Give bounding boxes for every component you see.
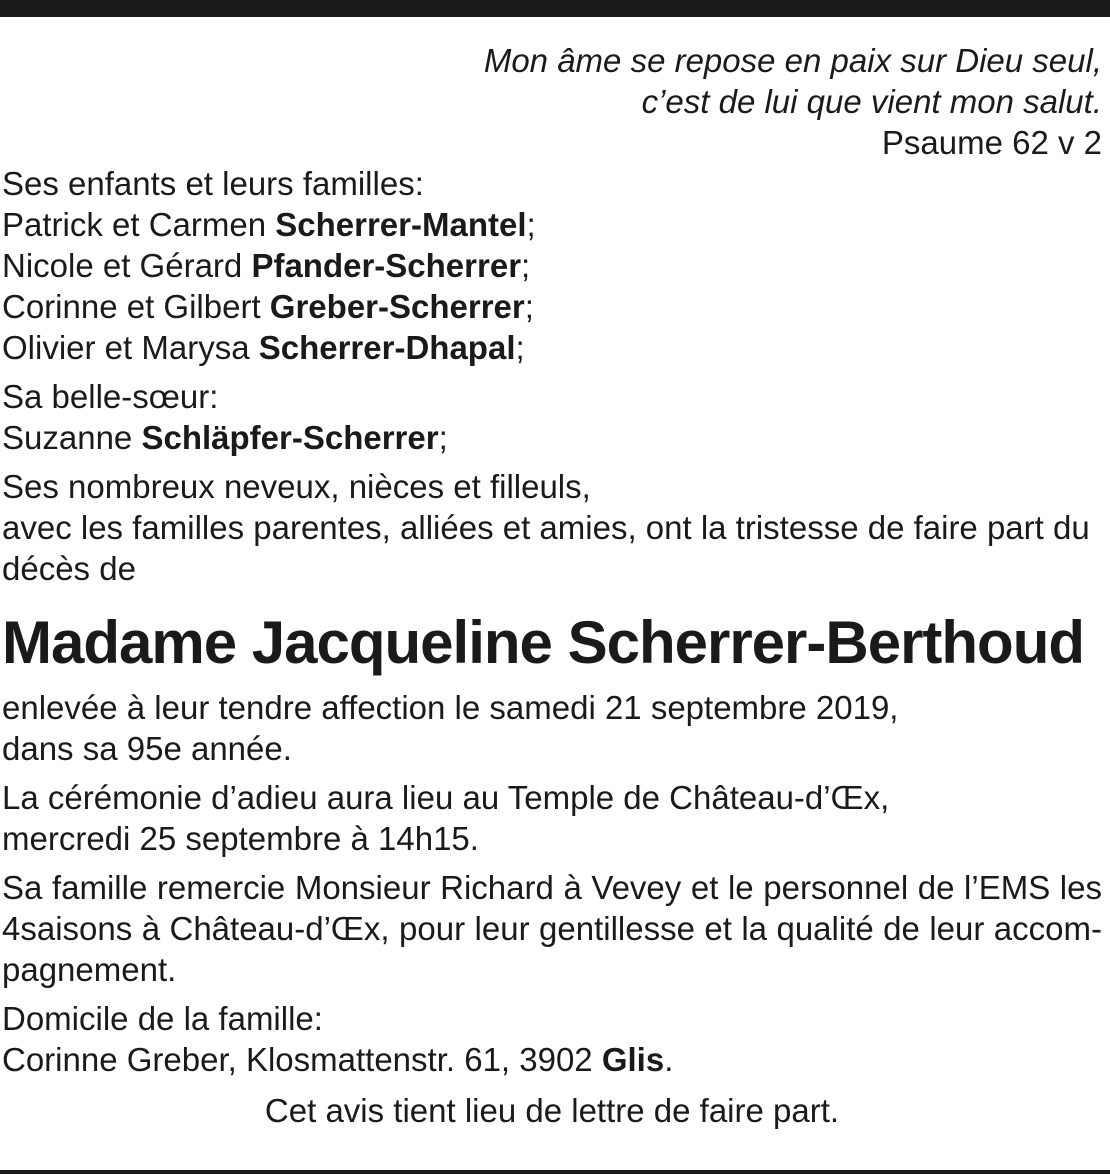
sister-in-law-surname: Schläpfer-Scherrer	[141, 419, 439, 456]
domicile-section	[2, 998, 1102, 1080]
ceremony-line-1: La cérémonie d’adieu aura lieu au Temple de Château-d’Œx,	[2, 779, 890, 816]
closing-note: Cet avis tient lieu de lettre de faire part.	[264, 1092, 840, 1129]
bottom-border-rule	[0, 1170, 1110, 1174]
domicile-end: .	[664, 1041, 674, 1078]
sister-in-law-heading: Sa belle-sœur:	[2, 378, 219, 415]
sister-in-law-end: ;	[438, 419, 448, 456]
family-first-names: Patrick et Carmen	[2, 206, 276, 243]
passing-line-2: dans sa 95e année.	[2, 730, 292, 767]
thanks-paragraph: Sa famille remercie Monsieur Richard à Vevey et le personnel de l’EMS les 4saisons à Château-d’Œx, pour leur gentillesse et la qualité de leur accompagnement.	[2, 869, 1102, 988]
passing-section	[2, 687, 1102, 769]
family-first-names: Corinne et Gilbert	[2, 288, 270, 325]
relatives-line-2: avec les familles parentes, alliées et amies, ont la tristesse de faire part du décès de	[2, 509, 1090, 587]
domicile-town: Glis	[601, 1041, 665, 1078]
family-surname: Scherrer-Mantel	[275, 206, 527, 243]
children-heading: Ses enfants et leurs familles:	[2, 165, 424, 202]
family-entry	[2, 245, 1102, 286]
family-surname: Greber-Scherrer	[269, 288, 525, 325]
family-entry-end: ;	[526, 206, 536, 243]
sister-in-law-entry	[2, 417, 1102, 458]
verse-line-2: c’est de lui que vient mon salut.	[641, 83, 1102, 120]
domicile-address: Corinne Greber, Klosmattenstr. 61, 3902	[2, 1041, 602, 1078]
family-entry-end: ;	[515, 329, 525, 366]
top-border-bar	[0, 0, 1110, 17]
family-entry-end: ;	[524, 288, 534, 325]
obituary-notice	[2, 40, 1102, 1131]
family-entry-end: ;	[521, 247, 531, 284]
deceased-name: Madame Jacqueline Scherrer-Berthoud	[2, 609, 1085, 676]
verse-line-1: Mon âme se repose en paix sur Dieu seul,	[483, 42, 1102, 79]
ceremony-section	[2, 777, 1102, 859]
verse-reference: Psaume 62 v 2	[881, 124, 1102, 161]
domicile-heading: Domicile de la famille:	[2, 1000, 323, 1037]
relatives-section	[2, 466, 1102, 589]
family-surname: Pfander-Scherrer	[251, 247, 522, 284]
family-entry	[2, 204, 1102, 245]
bible-verse	[2, 40, 1102, 163]
family-entry	[2, 286, 1102, 327]
family-first-names: Olivier et Marysa	[2, 329, 259, 366]
passing-line-1: enlevée à leur tendre affection le samedi 21 septembre 2019,	[2, 689, 899, 726]
ceremony-line-2: mercredi 25 septembre à 14h15.	[2, 820, 479, 857]
family-first-names: Nicole et Gérard	[2, 247, 252, 284]
children-section	[2, 163, 1102, 368]
sister-in-law-first: Suzanne	[2, 419, 142, 456]
family-entry	[2, 327, 1102, 368]
domicile-address-line	[2, 1039, 1102, 1080]
sister-in-law-section	[2, 376, 1102, 458]
family-surname: Scherrer-Dhapal	[258, 329, 516, 366]
relatives-line-1: Ses nombreux neveux, nièces et filleuls,	[2, 468, 591, 505]
